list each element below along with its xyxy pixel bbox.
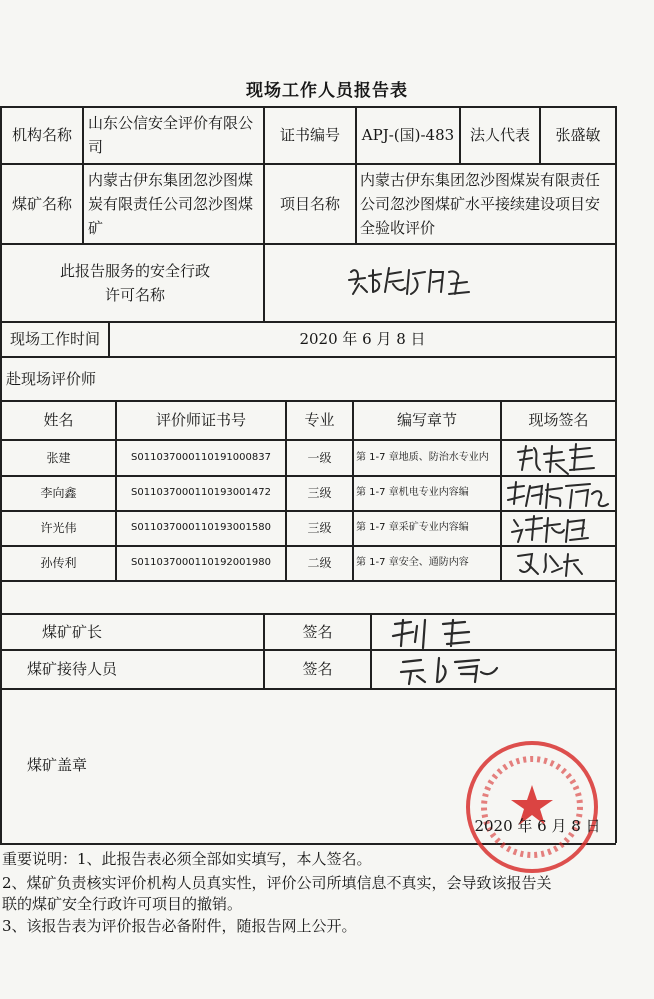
table-row-cert: S011037000110191000837 (131, 451, 271, 463)
table-row-chapter: 第 1-7 章采矿专业内容编 (356, 522, 469, 533)
table-row-name: 李向鑫 (40, 486, 77, 500)
work-time-value: 2020 年 6 月 8 日 (299, 330, 426, 348)
mine-head-label: 煤矿矿长 (41, 622, 102, 641)
table-row-chapter: 第 1-7 章地质、防治水专业内 (356, 451, 489, 463)
table-row-cert: S011037000110193001472 (131, 487, 271, 498)
column-header-signature: 现场签名 (528, 411, 589, 429)
signature-mine-receiver (395, 652, 505, 688)
signature-sun-chuanli (512, 548, 592, 580)
column-header-major: 专业 (304, 411, 335, 429)
table-row-level: 三级 (307, 486, 332, 500)
table-row-name: 孙传利 (40, 556, 77, 570)
mine-receiver-sign-label: 签名 (302, 660, 333, 678)
mine-head-sign-label: 签名 (302, 622, 333, 641)
signature-mine-head (385, 616, 495, 650)
legal-rep-label: 法人代表 (469, 126, 530, 144)
table-row-name: 许光伟 (40, 521, 77, 535)
mine-receiver-label: 煤矿接待人员 (26, 660, 117, 678)
org-name-label: 机构名称 (11, 126, 72, 144)
signature-zhang-jian (510, 440, 600, 478)
cert-no-value: APJ-(国)-483 (361, 126, 455, 144)
note-line-4: 3、该报告表为评价报告必备附件，随报告网上公开。 (2, 917, 357, 935)
legal-rep-value: 张盛敏 (555, 126, 601, 144)
signature-li-xiangxin (502, 478, 612, 512)
column-header-name: 姓名 (43, 411, 74, 429)
note-line-3: 联的煤矿安全行政许可项目的撤销。 (2, 895, 243, 913)
form-title: 现场工作人员报告表 (246, 81, 408, 101)
seal-date: 2020 年 6 月 8 日 (474, 817, 601, 835)
evaluators-label: 赴现场评价师 (6, 369, 97, 388)
cert-no-label: 证书编号 (279, 126, 340, 144)
table-row-chapter: 第 1-7 章机电专业内容编 (356, 487, 469, 498)
mine-seal-label: 煤矿盖章 (26, 756, 87, 774)
table-row-cert: S011037000110192001980 (131, 557, 271, 568)
mine-name-value: 内蒙古伊东集团忽沙图煤炭有限责任公司忽沙图煤矿 (88, 170, 254, 237)
signature-xu-guangwei (508, 512, 598, 546)
table-row-chapter: 第 1-7 章安全、通防内容 (356, 557, 469, 568)
license-handwritten-text (345, 262, 495, 298)
note-line-2: 2、煤矿负责核实评价机构人员真实性，评价公司所填信息不真实，会导致该报告关 (2, 874, 552, 892)
column-header-cert: 评价师证书号 (155, 411, 246, 429)
table-row-cert: S011037000110193001580 (131, 522, 271, 533)
org-name-value: 山东公信安全评价有限公司 (88, 114, 254, 156)
table-row-name: 张建 (46, 450, 71, 465)
column-header-chapter: 编写章节 (396, 411, 457, 429)
note-line-1: 重要说明：1、此报告表必须全部如实填写，本人签名。 (2, 850, 372, 868)
table-row-level: 一级 (307, 450, 332, 465)
red-seal-stamp (462, 737, 602, 877)
license-label: 此报告服务的安全行政许可名称 (60, 261, 211, 304)
table-row-level: 二级 (307, 556, 332, 570)
mine-name-label: 煤矿名称 (11, 194, 72, 213)
project-name-value: 内蒙古伊东集团忽沙图煤炭有限责任公司忽沙图煤矿水平接续建设项目安全验收评价 (360, 170, 601, 237)
table-row-level: 三级 (307, 521, 332, 535)
work-time-label: 现场工作时间 (9, 330, 100, 348)
project-name-label: 项目名称 (279, 194, 340, 213)
